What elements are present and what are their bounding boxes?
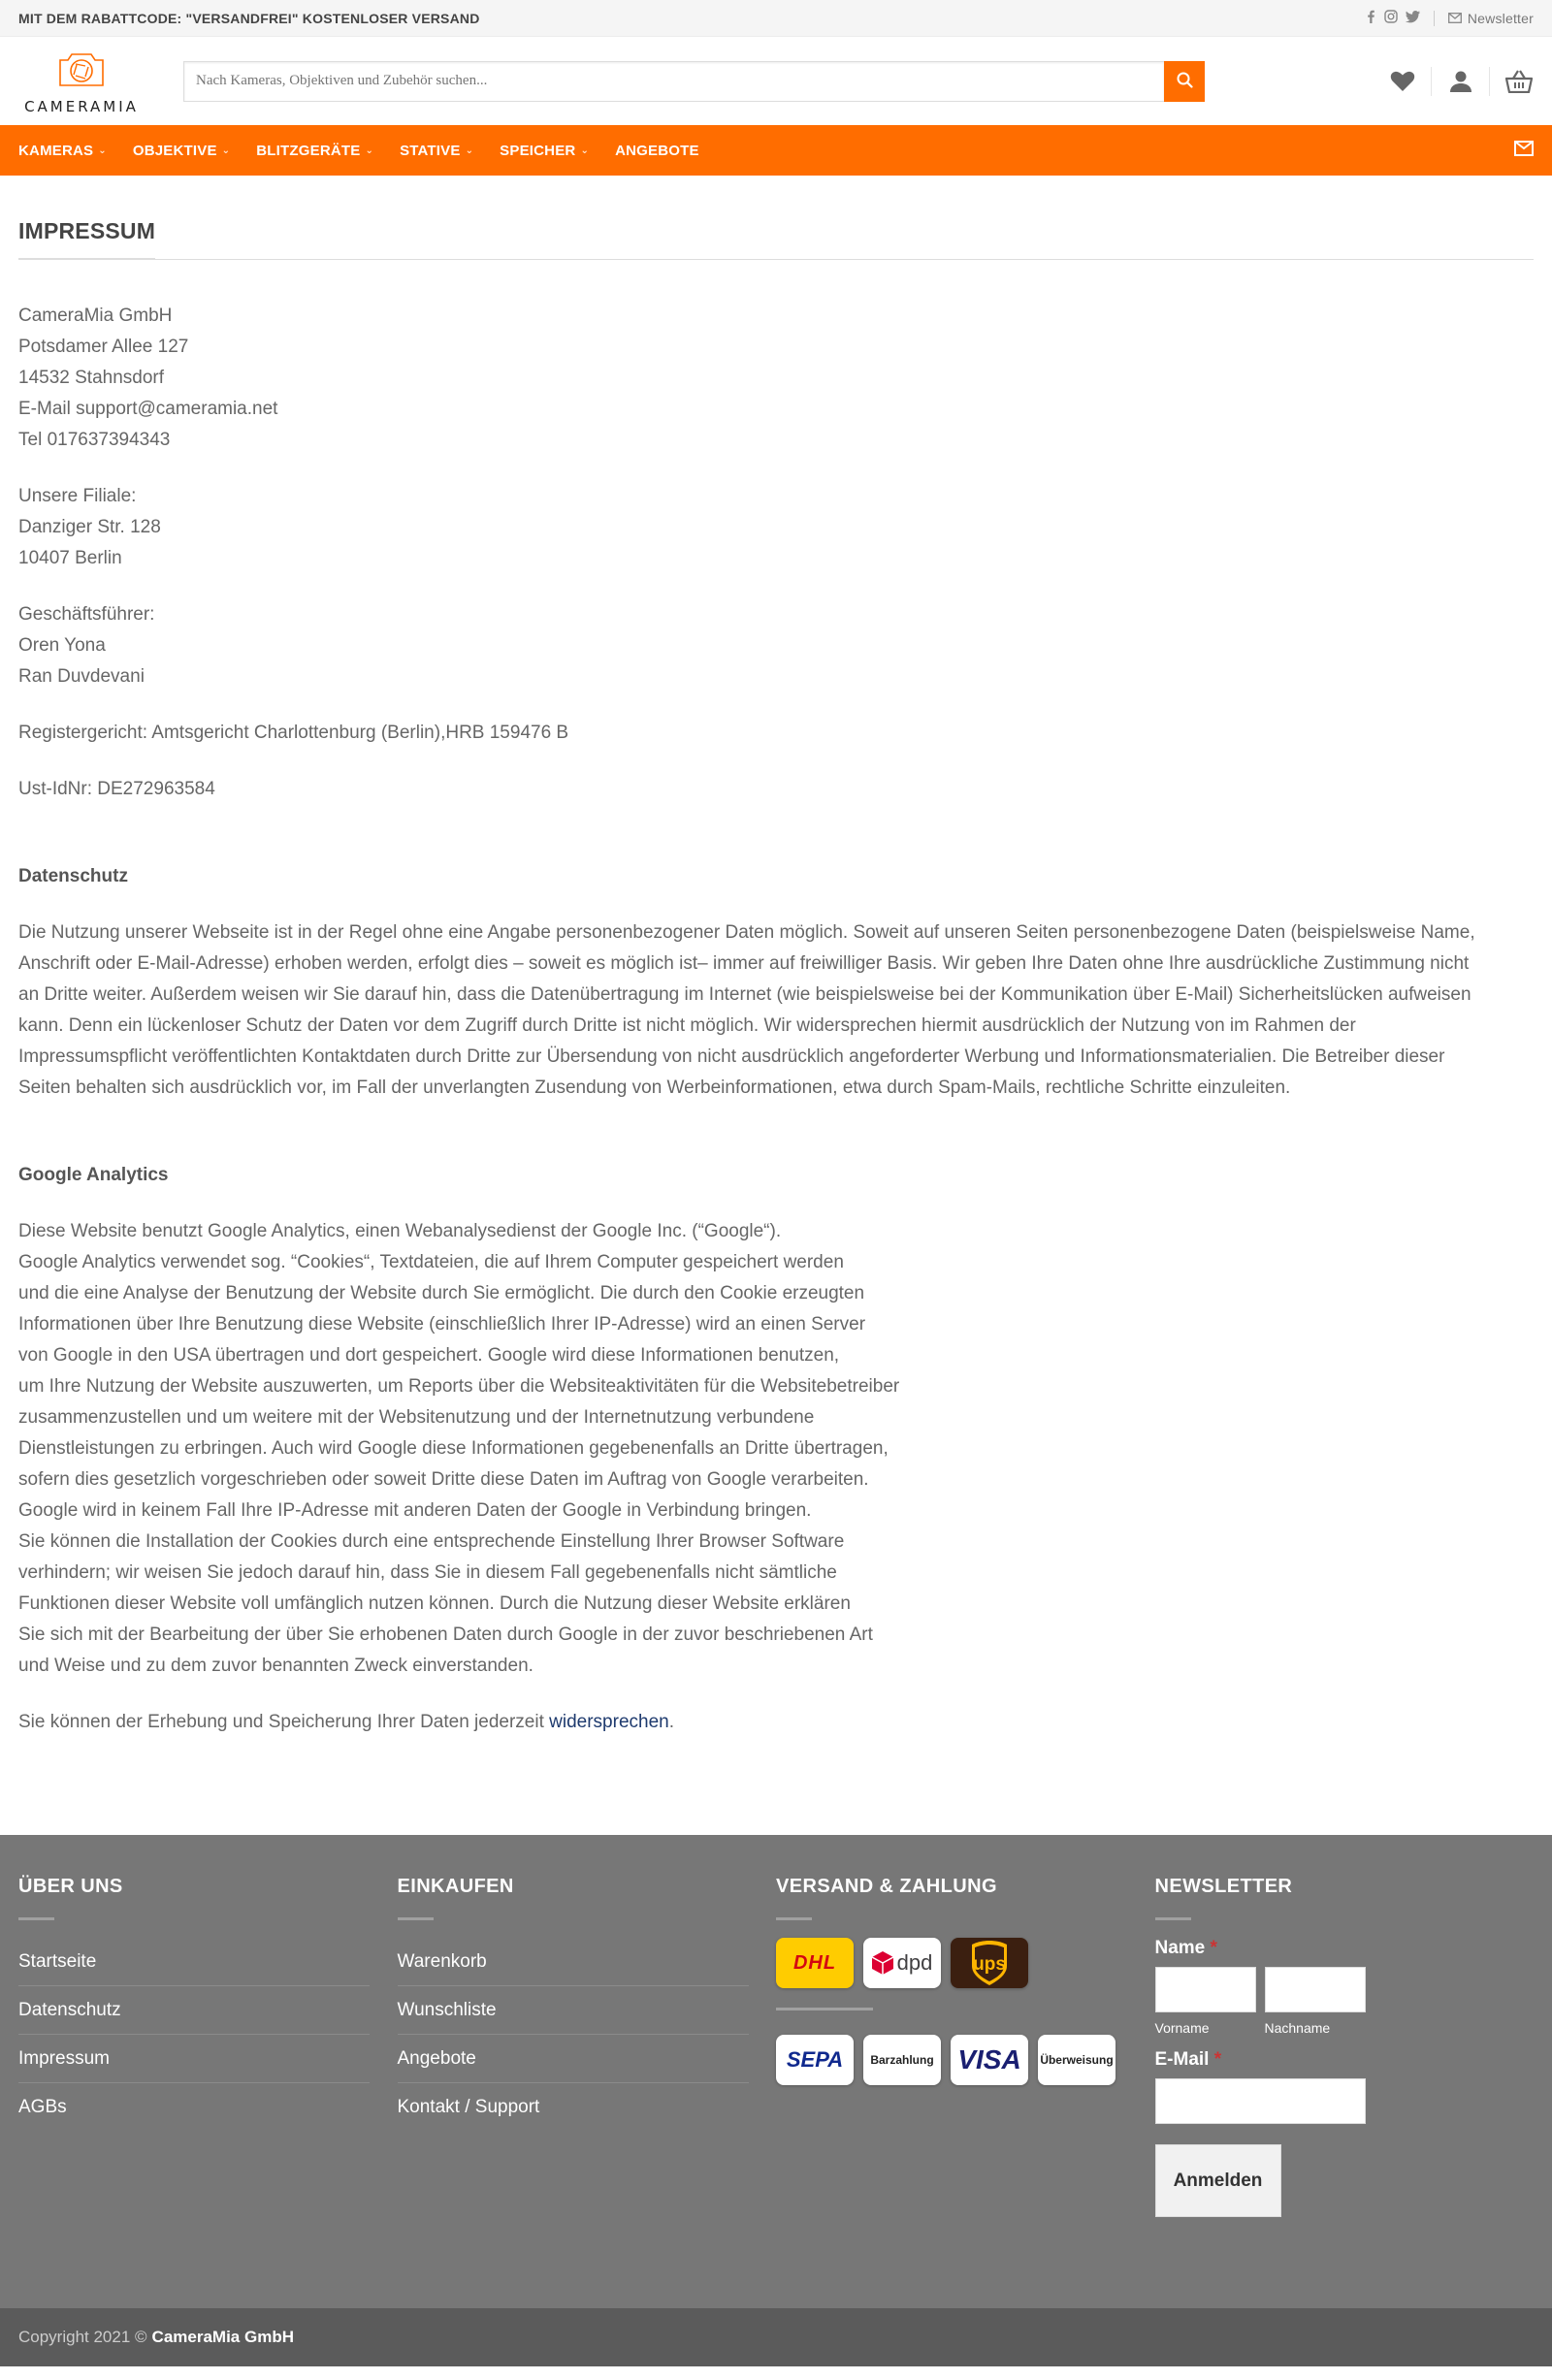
ga-line: sofern dies gesetzlich vorgeschrieben oder soweit Dritte diese Daten im Auftrag von Google verarbeiten. xyxy=(18,1469,869,1490)
privacy-line: Die Nutzung unserer Webseite ist in der Regel ohne eine Angabe personenbezogener Daten möglich. Soweit auf unseren Seiten personenbezogene Daten (beispielsweise Name, xyxy=(18,922,1475,943)
footer-col-shop xyxy=(398,1835,777,2308)
nav-item-angebote[interactable] xyxy=(615,143,699,159)
nav-item-label: KAMERAS xyxy=(18,142,94,159)
address-line: E-Mail support@cameramia.net xyxy=(18,399,278,419)
footer-link-angebote[interactable]: Angebote xyxy=(398,2035,749,2083)
company-address xyxy=(18,301,1534,456)
envelope-icon xyxy=(1448,11,1462,26)
nav-item-label: OBJEKTIVE xyxy=(132,142,217,159)
email-input[interactable] xyxy=(1155,2078,1366,2124)
privacy-line: an Dritte weiter. Außerdem weisen wir Sie darauf hin, dass die Datenübertragung im Internet (wie beispielsweise bei der Kommunikation über E-Mail) Sicherheitslücken aufweisen xyxy=(18,984,1471,1005)
nav-item-objektive[interactable] xyxy=(133,143,230,159)
payment-badges xyxy=(776,2035,1155,2085)
sepa-logo: SEPA xyxy=(776,2035,854,2085)
search-icon xyxy=(1177,72,1193,91)
shipping-badges xyxy=(776,1938,1155,1988)
required-asterisk: * xyxy=(1213,2049,1222,2070)
required-asterisk: * xyxy=(1210,1938,1217,1958)
privacy-line: kann. Denn ein lückenloser Schutz der Daten vor dem Zugriff durch Dritte ist nicht möglich. Wir widersprechen hiermit ausdrücklich der Nutzung von im Rahmen der xyxy=(18,1015,1356,1036)
manager-line: Ran Duvdevani xyxy=(18,666,145,687)
manager-line: Geschäftsführer: xyxy=(18,604,155,625)
ga-line: Google wird in keinem Fall Ihre IP-Adresse mit anderen Daten der Google in Verbindung bringen. xyxy=(18,1500,812,1521)
facebook-icon[interactable] xyxy=(1365,10,1376,26)
email-label: E-Mail * xyxy=(1154,2049,1222,2070)
chevron-down-icon: ⌄ xyxy=(221,145,231,156)
main-nav xyxy=(0,125,1552,176)
header-icons xyxy=(1387,67,1534,96)
instagram-icon[interactable] xyxy=(1384,10,1398,26)
branch-line: 10407 Berlin xyxy=(18,548,122,568)
privacy-heading: Datenschutz xyxy=(18,866,128,886)
nav-item-label: BLITZGERÄTE xyxy=(256,142,361,159)
cart-basket-icon[interactable] xyxy=(1504,70,1534,93)
divider xyxy=(1489,67,1490,96)
ga-line: Diese Website benutzt Google Analytics, einen Webanalysedienst der Google Inc. (“Google“). xyxy=(18,1221,782,1241)
ga-line: zusammenzustellen und um weitere mit der Websitenutzung und der Internetnutzung verbundene xyxy=(18,1407,815,1428)
footer-newsletter-title: NEWSLETTER xyxy=(1154,1876,1293,1897)
chevron-down-icon: ⌄ xyxy=(465,145,474,156)
name-fields xyxy=(1155,1967,1535,2036)
chevron-down-icon: ⌄ xyxy=(98,145,107,156)
divider xyxy=(1155,1917,1191,1920)
objection-period: . xyxy=(668,1712,674,1732)
firstname-group xyxy=(1155,1967,1256,2036)
newsletter-link[interactable] xyxy=(1448,11,1534,26)
objection-link[interactable]: widersprechen xyxy=(549,1712,669,1732)
newsletter-link-label: Newsletter xyxy=(1467,10,1534,26)
google-analytics-heading: Google Analytics xyxy=(18,1165,169,1185)
branch-line: Danziger Str. 128 xyxy=(18,517,161,537)
logo-text: CAMERAMIA xyxy=(24,98,139,115)
ga-line: und die eine Analyse der Benutzung der Website durch Sie ermöglicht. Die durch den Cookie erzeugten xyxy=(18,1283,865,1303)
footer-link-agbs[interactable]: AGBs xyxy=(18,2097,67,2117)
search-button[interactable] xyxy=(1164,61,1205,102)
ga-line: von Google in den USA übertragen und dort gespeichert. Google wird diese Informationen benutzen, xyxy=(18,1345,840,1366)
vat-id: Ust-IdNr: DE272963584 xyxy=(18,779,215,799)
page-title: IMPRESSUM xyxy=(18,218,1534,260)
nav-newsletter-envelope-icon[interactable] xyxy=(1514,141,1534,161)
impressum-body xyxy=(18,301,1534,1738)
subscribe-button[interactable]: Anmelden xyxy=(1155,2144,1281,2217)
footer-col-shipping xyxy=(776,1835,1155,2308)
copyright-bar xyxy=(0,2308,1552,2366)
footer-about-links xyxy=(18,1938,398,2132)
footer-col-newsletter xyxy=(1155,1835,1535,2308)
dpd-logo: dpd xyxy=(863,1938,941,1988)
footer-link-impressum[interactable]: Impressum xyxy=(18,2035,370,2083)
ups-logo: ups xyxy=(951,1938,1028,1988)
footer-col-about xyxy=(18,1835,398,2308)
nav-item-kameras[interactable] xyxy=(18,143,107,159)
privacy-line: Seiten behalten sich ausdrücklich vor, im Fall der unverlangten Zusendung von Werbeinformationen, etwa durch Spam-Mails, rechtliche Schritte einzuleiten. xyxy=(18,1077,1291,1098)
nav-item-label: SPEICHER xyxy=(500,142,576,159)
site-header xyxy=(0,37,1552,125)
footer-shop-links xyxy=(398,1938,777,2132)
divider xyxy=(776,2008,873,2010)
privacy-text xyxy=(18,917,1534,1104)
footer xyxy=(0,1835,1552,2308)
ga-line: Sie können die Installation der Cookies durch eine entsprechende Einstellung Ihrer Browser Software xyxy=(18,1531,845,1552)
firstname-label: Vorname xyxy=(1154,2020,1210,2036)
cash-payment-badge: Barzahlung xyxy=(863,2035,941,2085)
footer-shop-title: EINKAUFEN xyxy=(397,1876,514,1897)
divider xyxy=(18,1917,54,1920)
address-line: Potsdamer Allee 127 xyxy=(18,337,189,357)
register-court: Registergericht: Amtsgericht Charlottenburg (Berlin),HRB 159476 B xyxy=(18,723,569,743)
ga-line: und Weise und zu dem zuvor benannten Zweck einverstanden. xyxy=(18,1656,534,1676)
nav-item-label: STATIVE xyxy=(400,142,461,159)
nav-item-stative[interactable] xyxy=(400,143,473,159)
promo-text: MIT DEM RABATTCODE: "VERSANDFREI" KOSTENLOSER VERSAND xyxy=(18,10,480,26)
branch-line: Unsere Filiale: xyxy=(18,486,137,506)
ga-line: Sie sich mit der Bearbeitung der über Sie erhobenen Daten durch Google in der zuvor beschriebenen Art xyxy=(18,1624,873,1645)
lastname-label: Nachname xyxy=(1264,2020,1331,2036)
address-line: Tel 017637394343 xyxy=(18,430,171,450)
address-line: 14532 Stahnsdorf xyxy=(18,368,165,388)
top-bar xyxy=(0,0,1552,37)
footer-link-startseite[interactable]: Startseite xyxy=(18,1938,370,1986)
camera-aperture-icon xyxy=(52,47,111,96)
copyright-text: Copyright 2021 © xyxy=(18,2328,147,2346)
ga-line: Informationen über Ihre Benutzung diese Website (einschließlich Ihrer IP-Adresse) wird an einen Server xyxy=(18,1314,866,1335)
divider xyxy=(398,1917,434,1920)
ga-line: um Ihre Nutzung der Website auszuwerten, um Reports über die Websiteaktivitäten für die Websitebetreiber xyxy=(18,1376,900,1397)
visa-logo: VISA xyxy=(951,2035,1028,2085)
lastname-input[interactable] xyxy=(1265,1967,1366,2012)
divider xyxy=(1431,67,1432,96)
divider xyxy=(776,1917,812,1920)
managing-directors xyxy=(18,599,1534,692)
objection-sentence xyxy=(18,1707,1534,1738)
nav-item-blitzgeraete[interactable] xyxy=(256,143,373,159)
google-analytics-text xyxy=(18,1216,1534,1682)
nav-item-label: ANGEBOTE xyxy=(615,142,699,159)
address-line: CameraMia GmbH xyxy=(18,306,173,326)
footer-link-warenkorb[interactable]: Warenkorb xyxy=(398,1938,749,1986)
footer-link-wunschliste[interactable]: Wunschliste xyxy=(398,1986,749,2035)
logo[interactable] xyxy=(18,47,145,115)
footer-about-title: ÜBER UNS xyxy=(18,1876,123,1897)
name-label: Name * xyxy=(1154,1938,1217,1958)
lastname-group xyxy=(1265,1967,1366,2036)
privacy-line: Impressumspflicht veröffentlichten Kontaktdaten durch Dritte zur Übersendung von nicht ausdrücklich angeforderter Werbung und Informationsmaterialien. Die Betreiber dieser xyxy=(18,1046,1445,1067)
dhl-logo: DHL xyxy=(776,1938,854,1988)
ga-line: verhindern; wir weisen Sie jedoch darauf hin, dass Sie in diesem Fall gegebenenfalls nicht sämtliche xyxy=(18,1562,837,1583)
wishlist-heart-icon[interactable] xyxy=(1387,71,1417,92)
manager-line: Oren Yona xyxy=(18,635,106,656)
ga-line: Google Analytics verwendet sog. “Cookies“, Textdateien, die auf Ihrem Computer gespeichert werden xyxy=(18,1252,844,1272)
divider xyxy=(1434,11,1435,26)
account-user-icon[interactable] xyxy=(1445,71,1475,92)
objection-text: Sie können der Erhebung und Speicherung Ihrer Daten jederzeit xyxy=(18,1712,550,1732)
search-input[interactable] xyxy=(183,61,1164,102)
ga-line: Dienstleistungen zu erbringen. Auch wird Google diese Informationen gegebenenfalls an Dritte übertragen, xyxy=(18,1438,889,1459)
topbar-links xyxy=(1365,10,1534,26)
branch-address xyxy=(18,481,1534,574)
copyright-company: CameraMia GmbH xyxy=(151,2328,294,2346)
nav-item-speicher[interactable] xyxy=(500,143,589,159)
search-bar xyxy=(183,61,1205,102)
privacy-line: Anschrift oder E-Mail-Adresse) erhoben werden, erfolgt dies – soweit es möglich ist– immer auf freiwilliger Basis. Wir geben Ihre Daten ohne Ihre ausdrückliche Zustimmung nicht xyxy=(18,953,1470,974)
footer-link-datenschutz[interactable]: Datenschutz xyxy=(18,1986,370,2035)
footer-link-kontakt[interactable]: Kontakt / Support xyxy=(397,2097,540,2117)
firstname-input[interactable] xyxy=(1155,1967,1256,2012)
chevron-down-icon: ⌄ xyxy=(365,145,374,156)
twitter-icon[interactable] xyxy=(1406,11,1420,26)
chevron-down-icon: ⌄ xyxy=(580,145,590,156)
bank-transfer-badge: Überweisung xyxy=(1038,2035,1116,2085)
ga-line: Funktionen dieser Website voll umfänglich nutzen können. Durch die Nutzung dieser Website erklären xyxy=(18,1593,851,1614)
main-content xyxy=(0,218,1552,1738)
footer-shipping-title: VERSAND & ZAHLUNG xyxy=(776,1876,997,1897)
